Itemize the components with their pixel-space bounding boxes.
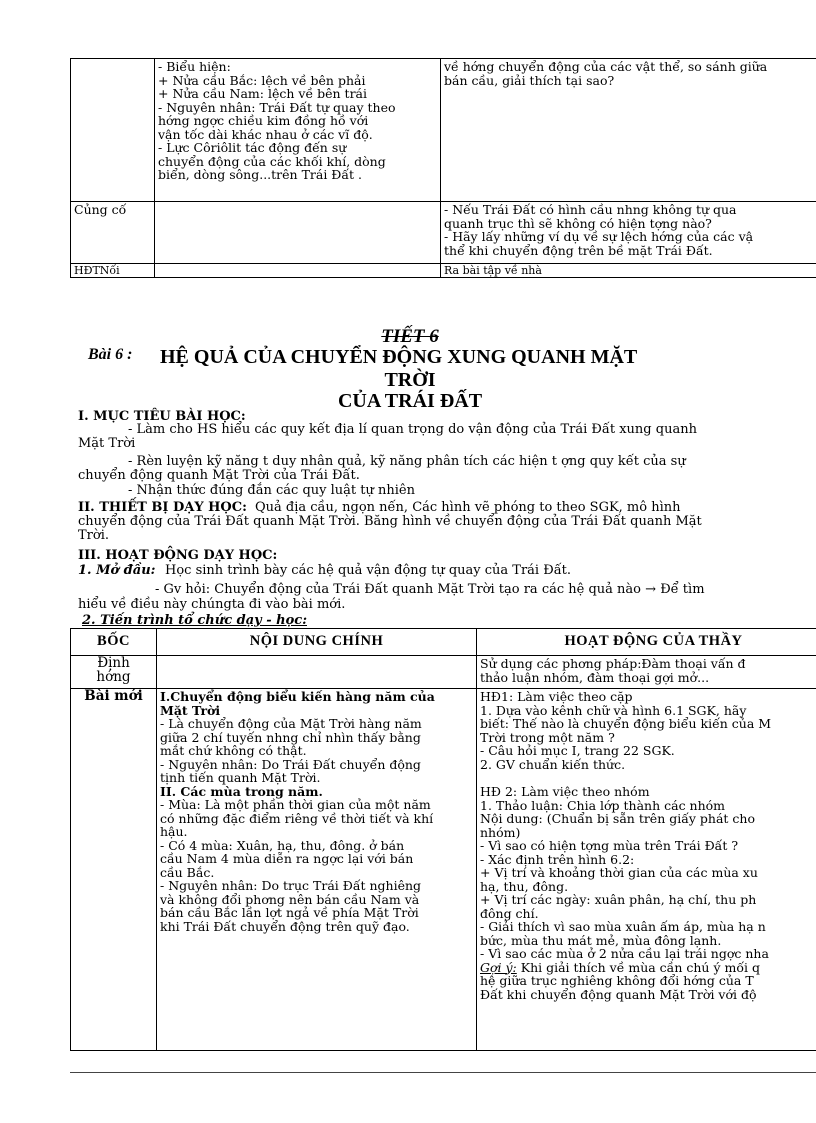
section-2-text: Quả địa cầu, ngọn nến, Các hình vẽ phóng to theo SGK, mô hình — [255, 500, 681, 515]
hint-label: Gợi ý: — [480, 959, 517, 975]
text-line: - Vì sao có hiện tợng mùa trên Trái Đất ? — [480, 838, 739, 853]
text-line: có những đặc điểm riêng về thời tiết và khí — [160, 810, 434, 826]
section-1-line: - Rèn luyện kỹ năng t duy nhân quả, kỹ năng phân tích các hiện t ợng quy kết của sự — [128, 454, 686, 469]
text-line: hệ giữa trục nghiêng không đổi hớng của T — [480, 973, 754, 988]
text-line: - Hãy lấy những ví dụ về sự lệch hớng của các vậ — [444, 229, 754, 244]
text-line: vận tốc dài khác nhau ở các vĩ độ. — [158, 126, 373, 142]
text-line: - Nếu Trái Đất có hình cầu nhng không tự qua — [444, 202, 737, 217]
text-line: HĐ 2: Làm việc theo nhóm — [480, 784, 650, 799]
text-line: Định — [97, 655, 130, 671]
section-3-line — [155, 583, 705, 597]
text-line: thảo luận nhóm, đàm thoại gợi mở... — [480, 669, 710, 685]
text-line: về hớng chuyển động của các vật thể, so sánh giữa — [444, 59, 768, 74]
table-row — [71, 59, 816, 202]
text-line: - Nguyên nhân: Do Trái Đất chuyển động — [160, 756, 421, 772]
text-line: bán cầu Bắc lần lợt ngả về phía Mặt Trời — [160, 905, 419, 920]
content-title: II. Các mùa trong năm. — [160, 783, 323, 799]
table-cell-content — [157, 689, 477, 1051]
lesson-title-line2: TRỜI — [384, 369, 436, 391]
table-cell-label: Bài mới — [71, 689, 157, 1051]
text-line: hớng ngợc chiều kim đồng hồ với — [158, 113, 369, 128]
text-line: 2. GV chuẩn kiến thức. — [480, 756, 626, 772]
section-3-sub1-label: 1. Mở đầu: — [78, 563, 156, 578]
text-line: biết: Thế nào là chuyển động biểu kiến của M — [480, 716, 772, 731]
table-cell-content — [155, 202, 441, 264]
hint-text: Khi giải thích về mùa cần chú ý mối q — [520, 959, 760, 975]
text-line: - Nguyên nhân: Do trục Trái Đất nghiêng — [160, 878, 422, 893]
section-2-heading: II. THIẾT BỊ DẠY HỌC: — [78, 500, 247, 515]
section-1-line: - Làm cho HS hiểu các quy kết địa lí quan trọng do vận động của Trái Đất xung quanh — [128, 422, 697, 437]
column-header: NỘI DUNG CHÍNH — [157, 629, 477, 656]
table-cell-activity — [441, 59, 816, 202]
content-title: I.Chuyển động biểu kiến hàng năm của — [160, 689, 435, 704]
text-line: biển, dòng sông...trên Trái Đất . — [158, 167, 363, 182]
column-header: HOẠT ĐỘNG CỦA THẦY — [477, 629, 816, 656]
text-line: tịnh tiến quanh Mặt Trời. — [160, 770, 321, 785]
text-line: + Vị trí các ngày: xuân phân, hạ chí, thu ph — [480, 892, 757, 907]
table-cell-activity — [477, 656, 816, 689]
section-3-line-tail: Để tìm — [660, 582, 705, 597]
text-line: - Lực Côriôlit tác động đến sự — [158, 140, 347, 155]
text-line: - Nguyên nhân: Trái Đất tự quay theo — [158, 99, 396, 115]
table-cell-content — [157, 656, 477, 689]
section-3-line: hiểu về điều này chúngta đi vào bài mới. — [78, 597, 346, 612]
text-line: - Xác định trên hình 6.2: — [480, 851, 635, 867]
text-line: Nội dung: (Chuẩn bị sẵn trên giấy phát cho — [480, 811, 756, 826]
table-cell-activity — [477, 689, 816, 1051]
text-line: - Câu hỏi mục I, trang 22 SGK. — [480, 743, 675, 758]
text-line: cầu Bắc. — [160, 864, 215, 880]
table-header-row — [71, 629, 816, 656]
text-line: và không đổi phơng nên bán cầu Nam và — [160, 891, 420, 907]
section-2-text: chuyển động của Trái Đất quanh Mặt Trời. Băng hình về chuyển động của Trái Đất quanh Mặt — [78, 514, 702, 529]
text-line: hậu. — [160, 824, 188, 839]
table-cell-content — [155, 59, 441, 202]
text-line: quanh trục thì sẽ không có hiện tợng nào? — [444, 215, 712, 231]
text-line: hạ, thu, đông. — [480, 878, 569, 894]
text-line: khi Trái Đất chuyển động trên quỹ đạo. — [160, 918, 410, 934]
text-line: Trời trong một năm ? — [480, 729, 615, 745]
section-2-text: Trời. — [78, 528, 110, 543]
section-3-heading: III. HOẠT ĐỘNG DẠY HỌC: — [78, 548, 278, 563]
table-cell-label — [71, 59, 155, 202]
lesson-bai-label: Bài 6 : — [88, 346, 133, 363]
text-line: bức, mùa thu mát mẻ, mùa đông lạnh. — [480, 932, 722, 948]
table-cell-activity: Ra bài tập về nhà — [441, 264, 816, 278]
table-cell-label: Củng cố — [71, 202, 155, 264]
text-line: giữa 2 chí tuyến nhng chỉ nhìn thấy bằng — [160, 729, 421, 745]
table-cell-label: HĐTNối — [71, 264, 155, 278]
lesson-tiet: TIẾT 6 — [381, 326, 439, 347]
text-line: - Có 4 mùa: Xuân, hạ, thu, đông. ở bán — [160, 837, 405, 853]
table-cell-content — [155, 264, 441, 278]
hint-line — [480, 961, 816, 975]
section-1-line: chuyển động quanh Mặt Trời của Trái Đất. — [78, 468, 360, 483]
lesson-title-line3: CỦA TRÁI ĐẤT — [337, 390, 483, 412]
section-3-line-text: - Gv hỏi: Chuyển động của Trái Đất quanh Mặt Trời tạo ra các hệ quả nào — [155, 582, 641, 597]
lesson-title-line1: HỆ QUẢ CỦA CHUYỂN ĐỘNG XUNG QUANH MẶT — [160, 346, 638, 368]
text-line: - Mùa: Là một phần thời gian của một năm — [160, 797, 431, 812]
text-line: hớng — [96, 668, 131, 685]
footer-rule — [70, 1072, 816, 1073]
text-line: - Giải thích vì sao mùa xuân ấm áp, mùa hạ n — [480, 919, 766, 934]
main-table — [70, 628, 816, 1051]
arrow-right-icon: → — [645, 582, 657, 597]
text-line: HĐ1: Làm việc theo cặp — [480, 689, 633, 704]
column-header: BỐC — [71, 629, 157, 656]
text-line: + Vị trí và khoảng thời gian của các mùa xu — [480, 865, 758, 880]
section-3-sub2: 2. Tiến trình tổ chức dạy - học: — [82, 613, 307, 628]
section-1-line: - Nhận thức đúng đắn các quy luật tự nhiên — [128, 483, 415, 498]
table-row — [71, 689, 816, 1051]
section-1-heading: I. MỤC TIÊU BÀI HỌC: — [78, 409, 246, 424]
table-cell-label — [71, 656, 157, 689]
text-line: - Là chuyển động của Mặt Trời hàng năm — [160, 716, 422, 731]
table-row — [71, 202, 816, 264]
section-1-line: Mặt Trời — [78, 436, 136, 451]
text-line: 1. Thảo luận: Chia lớp thành các nhóm — [480, 797, 726, 813]
text-line: thể khi chuyển động trên bề mặt Trái Đất. — [444, 242, 713, 258]
table-cell-activity — [441, 202, 816, 264]
text-line: + Nửa cầu Bắc: lệch về bên phải — [158, 72, 366, 88]
text-line: bán cầu, giải thích tại sao? — [444, 72, 615, 88]
text-line: Sử dụng các phơng pháp:Đàm thoại vấn đ — [480, 656, 746, 671]
text-line: đông chí. — [480, 905, 539, 921]
text-line: - Vì sao các mùa ở 2 nửa cầu lại trái ngợc nha — [480, 946, 769, 961]
section-3-sub1-text: Học sinh trình bày các hệ quả vận động tự quay của Trái Đất. — [165, 563, 572, 578]
text-line: + Nửa cầu Nam: lệch về bên trái — [158, 86, 367, 101]
text-line: nhóm) — [480, 824, 521, 840]
table-row — [71, 264, 816, 278]
text-line: chuyển động của các khối khí, dòng — [158, 153, 386, 169]
text-line: Đất khi chuyển động quanh Mặt Trời với độ — [480, 986, 757, 1002]
content-title: Mặt Trời — [160, 702, 221, 718]
text-line: cầu Nam 4 mùa diễn ra ngợc lại với bán — [160, 851, 414, 866]
text-line: - Biểu hiện: — [158, 59, 231, 74]
table-row — [71, 656, 816, 689]
text-line: 1. Dựa vào kênh chữ và hình 6.1 SGK, hãy — [480, 702, 747, 718]
text-line: mắt chứ không có thật. — [160, 743, 307, 758]
top-table — [70, 58, 816, 278]
